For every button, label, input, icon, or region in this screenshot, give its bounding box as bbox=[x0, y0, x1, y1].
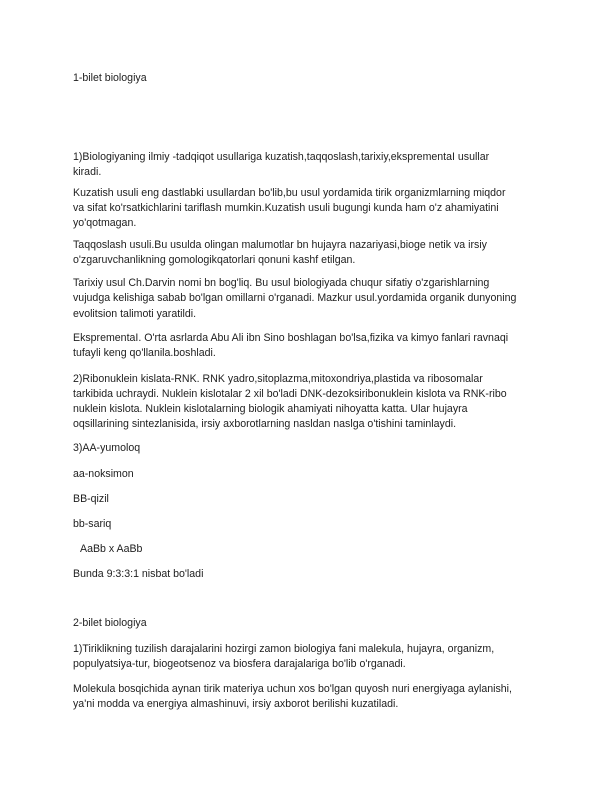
question-2-line: oqsillarining sintezlanisida, irsiy axborotlarning nasldan naslga o'tishini taminlaydi. bbox=[73, 418, 457, 430]
observation-paragraph-line: yo'qotmagan. bbox=[73, 217, 137, 229]
comparison-paragraph-line: o'zgaruvchanlikning gomologikqatorlari qonuni kashf etilgan. bbox=[73, 254, 356, 266]
molecule-paragraph-line: ya'ni modda va energiya almashinuvi, irsiy axborot berilishi kuzatiladi. bbox=[73, 698, 399, 710]
genetic-cross-line: AaBb x AaBb bbox=[80, 543, 143, 555]
question-3-line: aa-noksimon bbox=[73, 468, 134, 480]
historical-paragraph-line: Tarixiy usul Ch.Darvin nomi bn bog'liq. Bu usul biologiyada chuqur sifatiy o'zgarishlarning bbox=[73, 277, 490, 289]
ticket-2-question-1-line: populyatsiya-tur, biogeotsenoz va biosfera darajalariga bo'lib o'rganadi. bbox=[73, 658, 406, 670]
question-2-line: nuklein kislota. Nuklein kislotalarning biologik ahamiyati nihoyatta katta. Ular hujayra bbox=[73, 403, 468, 415]
comparison-paragraph-line: Taqqoslash usuli.Bu usulda olingan malumotlar bn hujayra nazariyasi,bioge netik va irsiy bbox=[73, 239, 487, 251]
ticket-2-question-1-line: 1)Tiriklikning tuzilish darajalarini hozirgi zamon biologiya fani malekula, hujayra, organizm, bbox=[73, 643, 495, 655]
experimental-paragraph-line: EksprementaI. O'rta asrlarda Abu Ali ibn Sino boshlagan bo'lsa,fizika va kimyo fanlari ravnaqi bbox=[73, 332, 509, 344]
ratio-line: Bunda 9:3:3:1 nisbat bo'ladi bbox=[73, 568, 204, 580]
question-2-line: 2)Ribonuklein kislata-RNK. RNK yadro,sitoplazma,mitoxondriya,plastida va ribosomalar bbox=[73, 373, 483, 385]
question-3-line: BB-qizil bbox=[73, 493, 109, 505]
ticket-1-heading: 1-bilet biologiya bbox=[73, 72, 147, 84]
experimental-paragraph-line: tufayli keng qo'llanila.boshladi. bbox=[73, 347, 216, 359]
question-1-line: kiradi. bbox=[73, 166, 102, 178]
historical-paragraph-line: evolitsion talimoti yaratildi. bbox=[73, 308, 197, 320]
question-3-line: bb-sariq bbox=[73, 518, 112, 530]
molecule-paragraph-line: Molekula bosqichida aynan tirik materiya uchun xos bo'lgan quyosh nuri energiyaga aylanishi, bbox=[73, 683, 512, 695]
observation-paragraph-line: va sifat ko'rsatkichlarini tariflash mumkin.Kuzatish usuli bugungi kunda ham o'z ahamiyatini bbox=[73, 202, 499, 214]
historical-paragraph-line: vujudga kelishiga sabab bo'lgan omillarni o'rganadi. Mazkur usul.yordamida organik dunyoning bbox=[73, 292, 517, 304]
observation-paragraph-line: Kuzatish usuli eng dastlabki usullardan bo'lib,bu usul yordamida tirik organizmlarning miqdor bbox=[73, 187, 506, 199]
question-1-line: 1)Biologiyaning ilmiy -tadqiqot usullariga kuzatish,taqqoslash,tarixiy,eksprementaI usullar bbox=[73, 151, 490, 163]
question-3-line: 3)AA-yumoloq bbox=[73, 442, 141, 454]
ticket-2-heading: 2-bilet biologiya bbox=[73, 617, 147, 629]
question-2-line: tarkibida uchraydi. Nuklein kislotalar 2 xil bo'ladi DNK-dezoksiribonuklein kislota va RNK-ribo bbox=[73, 388, 507, 400]
